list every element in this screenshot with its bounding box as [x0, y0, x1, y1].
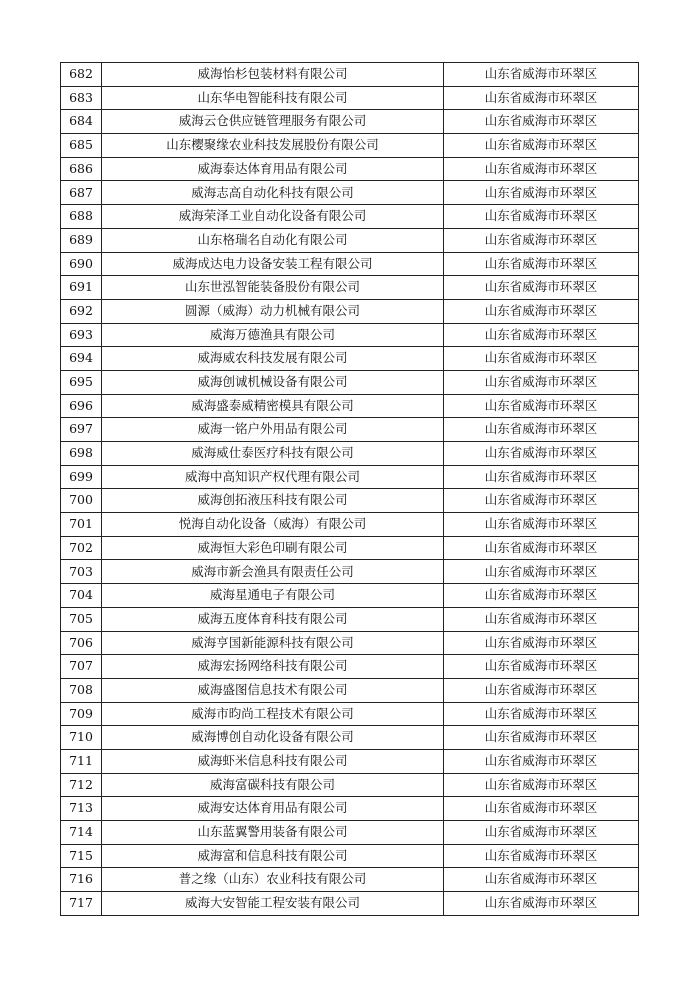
- row-number: 712: [61, 773, 102, 797]
- row-number: 701: [61, 513, 102, 537]
- row-number: 698: [61, 442, 102, 466]
- table-row: [61, 347, 639, 371]
- company-region: 山东省威海市环翠区: [444, 347, 639, 371]
- company-region: 山东省威海市环翠区: [444, 205, 639, 229]
- company-region: 山东省威海市环翠区: [444, 465, 639, 489]
- table-row: [61, 299, 639, 323]
- row-number: 686: [61, 157, 102, 181]
- row-number: 695: [61, 370, 102, 394]
- company-region: 山东省威海市环翠区: [444, 323, 639, 347]
- company-region: 山东省威海市环翠区: [444, 631, 639, 655]
- row-number: 710: [61, 726, 102, 750]
- row-number: 715: [61, 844, 102, 868]
- row-number: 683: [61, 86, 102, 110]
- table-row: [61, 584, 639, 608]
- company-region: 山东省威海市环翠区: [444, 489, 639, 513]
- table-row: [61, 63, 639, 87]
- company-name: 威海五度体育科技有限公司: [102, 607, 444, 631]
- company-region: 山东省威海市环翠区: [444, 299, 639, 323]
- company-table-body: [61, 63, 639, 916]
- company-name: 威海市新会渔具有限责任公司: [102, 560, 444, 584]
- company-region: 山东省威海市环翠区: [444, 560, 639, 584]
- row-number: 705: [61, 607, 102, 631]
- row-number: 700: [61, 489, 102, 513]
- company-region: 山东省威海市环翠区: [444, 513, 639, 537]
- company-name: 威海宏扬网络科技有限公司: [102, 655, 444, 679]
- company-name: 威海万德渔具有限公司: [102, 323, 444, 347]
- row-number: 682: [61, 63, 102, 87]
- row-number: 713: [61, 797, 102, 821]
- company-name: 威海威农科技发展有限公司: [102, 347, 444, 371]
- row-number: 696: [61, 394, 102, 418]
- company-name: 山东蓝翼警用装备有限公司: [102, 821, 444, 845]
- company-region: 山东省威海市环翠区: [444, 844, 639, 868]
- company-name: 威海创拓液压科技有限公司: [102, 489, 444, 513]
- row-number: 689: [61, 228, 102, 252]
- table-row: [61, 773, 639, 797]
- row-number: 714: [61, 821, 102, 845]
- row-number: 684: [61, 110, 102, 134]
- company-name: 威海亨国新能源科技有限公司: [102, 631, 444, 655]
- company-name: 威海成达电力设备安装工程有限公司: [102, 252, 444, 276]
- company-region: 山东省威海市环翠区: [444, 110, 639, 134]
- row-number: 687: [61, 181, 102, 205]
- company-name: 威海一铭户外用品有限公司: [102, 418, 444, 442]
- table-row: [61, 631, 639, 655]
- company-name: 山东华电智能科技有限公司: [102, 86, 444, 110]
- row-number: 706: [61, 631, 102, 655]
- table-row: [61, 489, 639, 513]
- table-row: [61, 868, 639, 892]
- company-name: 威海泰达体育用品有限公司: [102, 157, 444, 181]
- company-name: 威海安达体育用品有限公司: [102, 797, 444, 821]
- company-name: 威海富碳科技有限公司: [102, 773, 444, 797]
- company-name: 威海盛图信息技术有限公司: [102, 678, 444, 702]
- table-row: [61, 228, 639, 252]
- company-region: 山东省威海市环翠区: [444, 797, 639, 821]
- company-region: 山东省威海市环翠区: [444, 749, 639, 773]
- row-number: 697: [61, 418, 102, 442]
- row-number: 711: [61, 749, 102, 773]
- company-name: 山东格瑞名自动化有限公司: [102, 228, 444, 252]
- company-region: 山东省威海市环翠区: [444, 678, 639, 702]
- company-region: 山东省威海市环翠区: [444, 607, 639, 631]
- row-number: 704: [61, 584, 102, 608]
- company-name: 威海富和信息科技有限公司: [102, 844, 444, 868]
- table-row: [61, 465, 639, 489]
- table-row: [61, 134, 639, 158]
- row-number: 693: [61, 323, 102, 347]
- row-number: 688: [61, 205, 102, 229]
- row-number: 699: [61, 465, 102, 489]
- company-name: 威海博创自动化设备有限公司: [102, 726, 444, 750]
- table-row: [61, 655, 639, 679]
- company-region: 山东省威海市环翠区: [444, 726, 639, 750]
- company-name: 圆源（威海）动力机械有限公司: [102, 299, 444, 323]
- table-row: [61, 394, 639, 418]
- company-region: 山东省威海市环翠区: [444, 134, 639, 158]
- table-row: [61, 678, 639, 702]
- row-number: 708: [61, 678, 102, 702]
- company-name: 山东世泓智能装备股份有限公司: [102, 276, 444, 300]
- row-number: 709: [61, 702, 102, 726]
- row-number: 694: [61, 347, 102, 371]
- table-row: [61, 252, 639, 276]
- table-row: [61, 797, 639, 821]
- table-row: [61, 276, 639, 300]
- company-region: 山东省威海市环翠区: [444, 892, 639, 916]
- company-region: 山东省威海市环翠区: [444, 584, 639, 608]
- table-row: [61, 157, 639, 181]
- company-region: 山东省威海市环翠区: [444, 702, 639, 726]
- company-name: 普之缘（山东）农业科技有限公司: [102, 868, 444, 892]
- table-row: [61, 323, 639, 347]
- table-row: [61, 110, 639, 134]
- company-region: 山东省威海市环翠区: [444, 773, 639, 797]
- company-region: 山东省威海市环翠区: [444, 63, 639, 87]
- table-row: [61, 418, 639, 442]
- company-region: 山东省威海市环翠区: [444, 536, 639, 560]
- table-row: [61, 536, 639, 560]
- company-region: 山东省威海市环翠区: [444, 157, 639, 181]
- company-name: 威海恒大彩色印刷有限公司: [102, 536, 444, 560]
- row-number: 717: [61, 892, 102, 916]
- company-name: 威海大安智能工程安装有限公司: [102, 892, 444, 916]
- company-name: 威海荣泽工业自动化设备有限公司: [102, 205, 444, 229]
- row-number: 690: [61, 252, 102, 276]
- table-row: [61, 749, 639, 773]
- table-row: [61, 370, 639, 394]
- row-number: 691: [61, 276, 102, 300]
- row-number: 685: [61, 134, 102, 158]
- company-region: 山东省威海市环翠区: [444, 655, 639, 679]
- table-row: [61, 181, 639, 205]
- company-region: 山东省威海市环翠区: [444, 181, 639, 205]
- table-row: [61, 726, 639, 750]
- table-row: [61, 821, 639, 845]
- company-region: 山东省威海市环翠区: [444, 228, 639, 252]
- company-name: 威海创诚机械设备有限公司: [102, 370, 444, 394]
- company-region: 山东省威海市环翠区: [444, 370, 639, 394]
- table-row: [61, 442, 639, 466]
- company-region: 山东省威海市环翠区: [444, 821, 639, 845]
- table-row: [61, 892, 639, 916]
- company-name: 威海威仕泰医疗科技有限公司: [102, 442, 444, 466]
- company-region: 山东省威海市环翠区: [444, 442, 639, 466]
- company-name: 悦海自动化设备（威海）有限公司: [102, 513, 444, 537]
- company-name: 威海云仓供应链管理服务有限公司: [102, 110, 444, 134]
- company-name: 威海中高知识产权代理有限公司: [102, 465, 444, 489]
- table-row: [61, 560, 639, 584]
- table-row: [61, 513, 639, 537]
- table-row: [61, 205, 639, 229]
- row-number: 692: [61, 299, 102, 323]
- company-region: 山东省威海市环翠区: [444, 868, 639, 892]
- row-number: 703: [61, 560, 102, 584]
- table-row: [61, 607, 639, 631]
- company-region: 山东省威海市环翠区: [444, 86, 639, 110]
- row-number: 707: [61, 655, 102, 679]
- company-name: 威海怡杉包装材料有限公司: [102, 63, 444, 87]
- company-list-table: [60, 62, 639, 916]
- company-region: 山东省威海市环翠区: [444, 394, 639, 418]
- company-region: 山东省威海市环翠区: [444, 252, 639, 276]
- row-number: 702: [61, 536, 102, 560]
- table-row: [61, 844, 639, 868]
- company-name: 威海志高自动化科技有限公司: [102, 181, 444, 205]
- company-region: 山东省威海市环翠区: [444, 276, 639, 300]
- company-name: 威海市昀尚工程技术有限公司: [102, 702, 444, 726]
- company-name: 威海星通电子有限公司: [102, 584, 444, 608]
- company-name: 威海盛泰威精密模具有限公司: [102, 394, 444, 418]
- table-row: [61, 702, 639, 726]
- company-name: 威海虾米信息科技有限公司: [102, 749, 444, 773]
- table-row: [61, 86, 639, 110]
- company-region: 山东省威海市环翠区: [444, 418, 639, 442]
- row-number: 716: [61, 868, 102, 892]
- company-name: 山东樱聚缘农业科技发展股份有限公司: [102, 134, 444, 158]
